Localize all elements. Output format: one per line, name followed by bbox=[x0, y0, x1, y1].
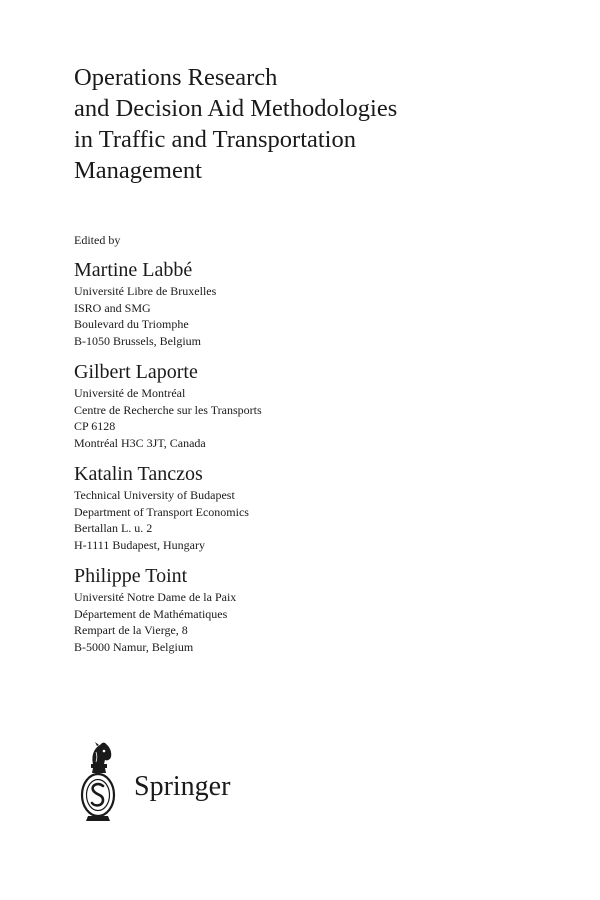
affiliation-line: Université de Montréal bbox=[74, 386, 186, 400]
editor-name: Philippe Toint bbox=[74, 565, 188, 587]
affiliation-line: Montréal H3C 3JT, Canada bbox=[74, 435, 206, 450]
title-line: and Decision Aid Methodologies bbox=[74, 95, 398, 122]
publisher-name: Springer bbox=[134, 771, 231, 802]
affiliation-line: Université Notre Dame de la Paix bbox=[74, 590, 237, 604]
affiliation-line: Bertallan L. u. 2 bbox=[74, 521, 153, 535]
affiliation-line: Université Libre de Bruxelles bbox=[74, 284, 217, 298]
title-line: Management bbox=[74, 157, 202, 184]
editor-name: Gilbert Laporte bbox=[74, 361, 198, 383]
affiliation-line: B-1050 Brussels, Belgium bbox=[74, 333, 202, 348]
editor-name: Martine Labbé bbox=[74, 259, 193, 281]
title-line: in Traffic and Transportation bbox=[74, 126, 356, 153]
affiliation-line: Rempart de la Vierge, 8 bbox=[74, 623, 188, 637]
title-line: Operations Research bbox=[74, 64, 278, 91]
affiliation-line: B-5000 Namur, Belgium bbox=[74, 639, 194, 654]
edited-by-label: Edited by bbox=[74, 233, 121, 247]
affiliation-line: Département de Mathématiques bbox=[74, 606, 228, 621]
editor-block bbox=[74, 359, 574, 451]
affiliation-line: Boulevard du Triomphe bbox=[74, 317, 189, 331]
book-title bbox=[74, 62, 574, 186]
affiliation-line: Technical University of Budapest bbox=[74, 488, 235, 502]
editor-block bbox=[74, 461, 574, 553]
springer-chess-knight-icon bbox=[76, 740, 120, 824]
affiliation-line: Department of Transport Economics bbox=[74, 504, 249, 519]
publisher-imprint bbox=[76, 740, 230, 824]
affiliation-line: ISRO and SMG bbox=[74, 300, 151, 315]
editor-block bbox=[74, 563, 574, 655]
affiliation-line: H-1111 Budapest, Hungary bbox=[74, 537, 205, 552]
affiliation-line: Centre de Recherche sur les Transports bbox=[74, 402, 262, 417]
editors-list bbox=[74, 257, 574, 665]
affiliation-line: CP 6128 bbox=[74, 419, 116, 433]
editor-name: Katalin Tanczos bbox=[74, 463, 203, 485]
editor-block bbox=[74, 257, 574, 349]
